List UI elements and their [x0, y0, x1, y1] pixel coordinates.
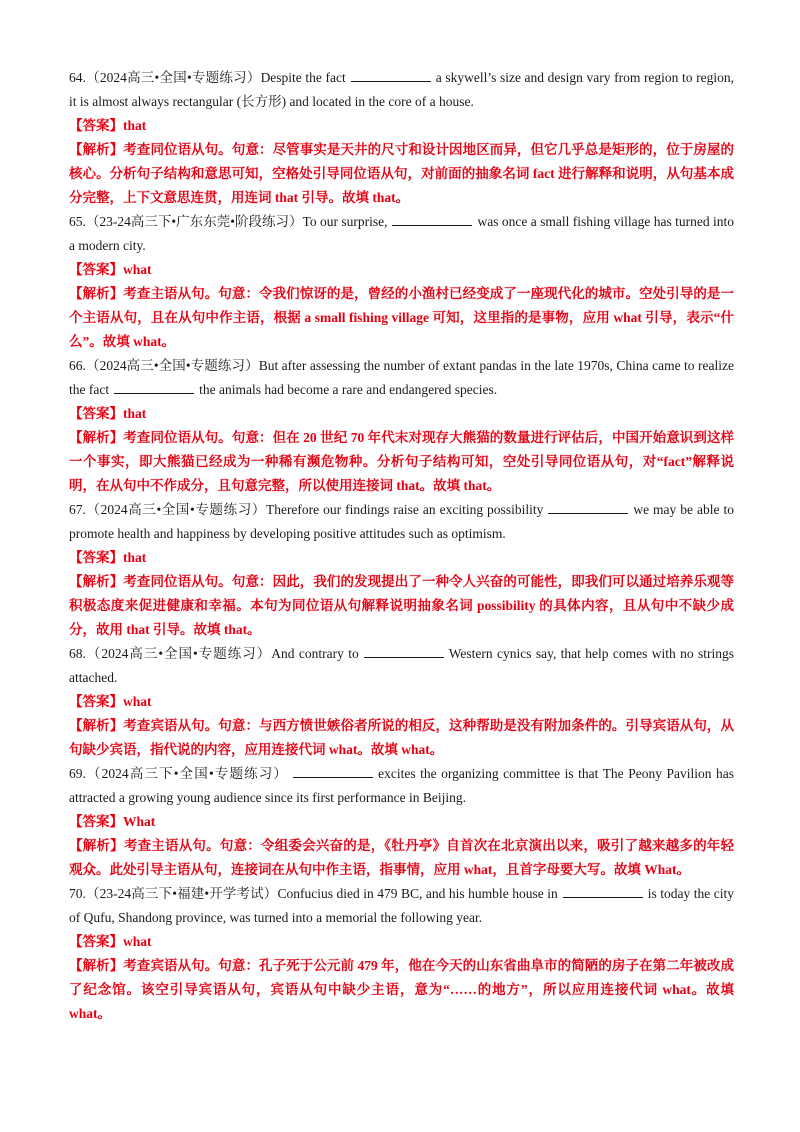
explanation-label: 【解析】 — [69, 838, 124, 853]
question-number: 68. — [69, 646, 86, 661]
question-66 — [69, 354, 734, 498]
question-64 — [69, 66, 734, 210]
answer-line — [69, 402, 734, 426]
question-text — [69, 66, 734, 114]
question-after-blank: Western cynics say, that help comes with no strings attached. — [69, 646, 735, 685]
question-number: 66. — [69, 358, 86, 373]
answer-blank — [563, 884, 643, 898]
question-before-blank: Therefore our findings raise an exciting possibility — [265, 502, 544, 517]
explanation — [69, 834, 734, 882]
answer-blank — [293, 764, 373, 778]
question-number: 69. — [69, 766, 86, 781]
answer-label: 【答案】 — [69, 118, 123, 133]
question-67 — [69, 498, 734, 642]
answer-line — [69, 546, 734, 570]
explanation — [69, 426, 734, 498]
question-after-blank: we may be able to promote health and happiness by developing positive attitudes such as optimism. — [69, 502, 735, 541]
question-text — [69, 498, 734, 546]
answer-value: that — [123, 406, 147, 421]
question-after-blank: was once a small fishing village has turned into a modern city. — [69, 214, 734, 253]
question-source: （2024高三下•全国•专题练习） — [85, 766, 289, 781]
explanation — [69, 570, 734, 642]
answer-value: that — [123, 118, 147, 133]
question-before-blank: Confucius died in 479 BC, and his humble house in — [277, 886, 558, 901]
question-text — [69, 354, 734, 402]
answer-value: that — [123, 550, 147, 565]
answer-label: 【答案】 — [69, 814, 123, 829]
answer-value: what — [123, 694, 152, 709]
question-before-blank: To our surprise, — [302, 214, 388, 229]
question-source: （2024高三•全国•专题练习） — [85, 358, 259, 373]
explanation — [69, 714, 734, 762]
question-68 — [69, 642, 734, 762]
question-source: （23-24高三下•广东东莞•阶段练习） — [85, 214, 303, 229]
question-source: （23-24高三下•福建•开学考试） — [85, 886, 278, 901]
answer-blank — [364, 644, 444, 658]
answer-blank — [351, 68, 431, 82]
question-after-blank: excites the organizing committee is that The Peony Pavilion has attracted a growing young audience since its first performance in Beijing. — [69, 766, 735, 805]
question-after-blank: the animals had become a rare and endangered species. — [199, 382, 498, 397]
answer-value: what — [123, 934, 152, 949]
answer-blank — [392, 212, 472, 226]
question-source: （2024高三•全国•专题练习） — [85, 646, 272, 661]
question-before-blank: And contrary to — [271, 646, 359, 661]
explanation-text: 考查同位语从句。句意：但在 20 世纪 70 年代末对现存大熊猫的数量进行评估后，中国开始意识到这样一个事实，即大熊猫已经成为一种稀有濒危物种。分析句子结构可知，空处引导同位语从句，对“fact”解释说明，在从句中不作成分，且句意完整，所以使用连接词 that。故填 that。 — [69, 430, 735, 493]
explanation-label: 【解析】 — [69, 430, 124, 445]
question-before-blank: But after assessing the number of extant pandas in the late 1970s, China came to realize the fact — [69, 358, 734, 397]
question-number: 64. — [69, 70, 86, 85]
question-after-blank: a skywell’s size and design vary from region to region, it is almost always rectangular (长方形) and located in the core of a house. — [69, 70, 735, 109]
answer-label: 【答案】 — [69, 550, 123, 565]
explanation — [69, 954, 734, 1026]
question-text — [69, 882, 734, 930]
question-before-blank: Despite the fact — [260, 70, 346, 85]
question-number: 70. — [69, 886, 86, 901]
answer-label: 【答案】 — [69, 694, 123, 709]
question-after-blank: is today the city of Qufu, Shandong province, was turned into a memorial the following year. — [69, 886, 735, 925]
question-source: （2024高三•全国•专题练习） — [85, 502, 266, 517]
answer-line — [69, 810, 734, 834]
explanation-label: 【解析】 — [69, 718, 124, 733]
question-text — [69, 642, 734, 690]
answer-blank — [114, 380, 194, 394]
question-number: 67. — [69, 502, 86, 517]
explanation — [69, 282, 734, 354]
question-text — [69, 210, 734, 258]
explanation-label: 【解析】 — [69, 574, 124, 589]
answer-line — [69, 258, 734, 282]
answer-line — [69, 114, 734, 138]
explanation-text: 考查宾语从句。句意：与西方愤世嫉俗者所说的相反，这种帮助是没有附加条件的。引导宾语从句，从句缺少宾语，指代说的内容，应用连接代词 what。故填 what。 — [69, 718, 735, 757]
explanation-text: 考查同位语从句。句意：尽管事实是天井的尺寸和设计因地区而异，但它几乎总是矩形的，位于房屋的核心。分析句子结构和意思可知，空格处引导同位语从句，对前面的抽象名词 fact 进行解释和说明，从句基本成分完整，上下文意思连贯，用连词 that 引导。故填 that。 — [69, 142, 735, 205]
question-source: （2024高三•全国•专题练习） — [85, 70, 261, 85]
explanation-text: 考查主语从句。句意：令我们惊讶的是，曾经的小渔村已经变成了一座现代化的城市。空处引导的是一个主语从句，且在从句中作主语，根据 a small fishing village 可知，这里指的是事物，应用 what 引导，表示“什么”。故填 what。 — [69, 286, 735, 349]
explanation-text: 考查宾语从句。句意：孔子死于公元前 479 年，他在今天的山东省曲阜市的简陋的房子在第二年被改成了纪念馆。该空引导宾语从句，宾语从句中缺少主语，意为“……的地方”，所以应用连接代词 what。故填 what。 — [69, 958, 735, 1021]
answer-blank — [548, 500, 628, 514]
answer-line — [69, 930, 734, 954]
question-69 — [69, 762, 734, 882]
answer-value: what — [123, 262, 152, 277]
answer-line — [69, 690, 734, 714]
question-70 — [69, 882, 734, 1026]
question-text — [69, 762, 734, 810]
answer-label: 【答案】 — [69, 262, 123, 277]
answer-label: 【答案】 — [69, 934, 123, 949]
answer-value: What — [123, 814, 156, 829]
question-number: 65. — [69, 214, 86, 229]
explanation — [69, 138, 734, 210]
question-65 — [69, 210, 734, 354]
explanation-label: 【解析】 — [69, 286, 124, 301]
explanation-label: 【解析】 — [69, 958, 124, 973]
explanation-text: 考查主语从句。句意：令组委会兴奋的是，《牡丹亭》自首次在北京演出以来，吸引了越来越多的年轻观众。此处引导主语从句，连接词在从句中作主语，指事情，应用 what，且首字母要大写。故填 What。 — [69, 838, 735, 877]
explanation-label: 【解析】 — [69, 142, 124, 157]
answer-label: 【答案】 — [69, 406, 123, 421]
explanation-text: 考查同位语从句。句意：因此，我们的发现提出了一种令人兴奋的可能性，即我们可以通过培养乐观等积极态度来促进健康和幸福。本句为同位语从句解释说明抽象名词 possibility 的具体内容，且从句中不缺少成分，故用 that 引导。故填 that。 — [69, 574, 735, 637]
